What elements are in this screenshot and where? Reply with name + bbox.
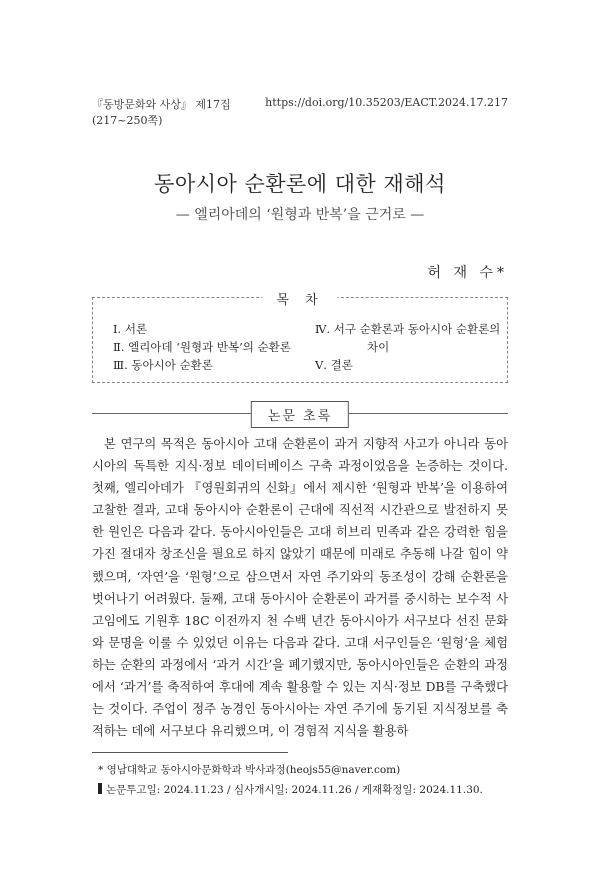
submission-dates: 논문투고일: 2024.11.23 / 심사개시일: 2024.11.26 / 게재확정일: 2024.11.30. bbox=[106, 784, 483, 796]
author-affiliation-footnote: * 영남대학교 동아시아문화학과 박사과정(heojs55@naver.com) bbox=[98, 764, 401, 776]
doi-link[interactable]: https://doi.org/10.35203/EACT.2024.17.217 bbox=[265, 96, 508, 109]
toc-item-4[interactable]: Ⅳ. 서구 순환론과 동아시아 순환론의 bbox=[315, 322, 501, 336]
toc-heading: 목 차 bbox=[262, 289, 337, 308]
paper-title: 동아시아 순환론에 대한 재해석 bbox=[154, 172, 446, 196]
toc-left-column bbox=[113, 320, 291, 374]
abstract-heading: 논문 초록 bbox=[251, 401, 349, 428]
footnotes bbox=[98, 760, 483, 800]
table-of-contents bbox=[92, 293, 508, 383]
author-name: 허 재 수* bbox=[427, 265, 508, 281]
footnote-divider bbox=[92, 752, 288, 753]
bar-marker-icon bbox=[98, 783, 102, 794]
toc-item-2[interactable]: Ⅱ. 엘리아데 ‘원형과 반복’의 순환론 bbox=[113, 340, 291, 354]
paper-subtitle: — 엘리아데의 ‘원형과 반복’을 근거로 — bbox=[175, 207, 425, 223]
toc-item-1[interactable]: Ⅰ. 서론 bbox=[113, 322, 148, 336]
abstract-header bbox=[92, 401, 508, 425]
toc-item-5[interactable]: Ⅴ. 결론 bbox=[315, 358, 353, 372]
running-header bbox=[92, 96, 508, 128]
journal-citation: 『동방문화와 사상』 제17집(217~250쪽) bbox=[92, 98, 231, 127]
abstract-text: 본 연구의 목적은 동아시아 고대 순환론이 과거 지향적 사고가 아니라 동아시아의 독특한 지식·정보 데이터베이스 구축 과정이었음을 논증하는 것이다. 첫째, 엘리아데가 『영원회귀의 신화』에서 제시한 ‘원형과 반복’을 이용하여 고찰한 결과, 고대 동아시아 순환론이 근대에 직선적 시간관으로 발전하지 못한 원인은 다음과 같다. 동아시아인들은 고대 히브리 민족과 같은 강력한 힘을 가진 절대자 창조신을 필요로 하지 않았기 때문에 미래로 추동해 나갈 힘이 약했으며, ‘자연’을 ‘원형’으로 삼으면서 자연 주기와의 동조성이 강해 순환론을 벗어나기 어려웠다. 둘째, 고대 동아시아 순환론이 과거를 중시하는 보수적 사고임에도 기원후 18C 이전까지 천 수백 년간 동아시아가 서구보다 선진 문화와 문명을 이룰 수 있었던 이유는 다음과 같다. 고대 서구인들은 ‘원형’을 체험하는 순환의 과정에서 ‘과거 시간’을 폐기했지만, 동아시아인들은 순환의 과정에서 ‘과거’를 축적하여 후대에 계속 활용할 수 있는 지식·정보 DB를 구축했다는 것이다. 주업이 정주 농경인 동아시아는 자연 주기에 동기된 지식정보를 축적하는 데에 서구보다 유리했으며, 이 경험적 지식을 활용하 bbox=[92, 437, 508, 739]
toc-item-3[interactable]: Ⅲ. 동아시아 순환론 bbox=[113, 358, 213, 372]
toc-right-column bbox=[315, 320, 505, 374]
toc-item-4-continued: 차이 bbox=[367, 340, 390, 354]
submission-dates-footnote bbox=[98, 780, 483, 800]
